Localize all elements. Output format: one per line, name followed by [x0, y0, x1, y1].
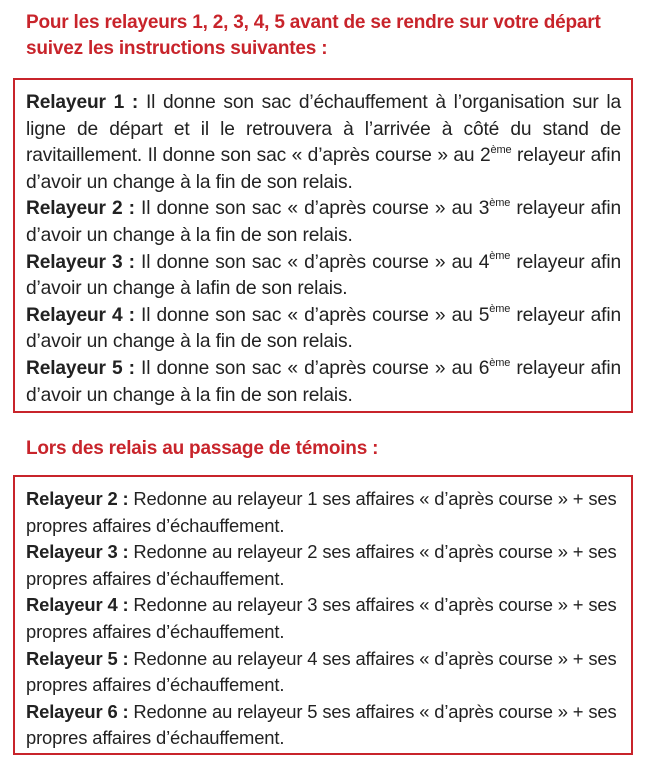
- relay-pass-relayeur-2: [26, 486, 621, 539]
- instruction-relayeur-3: [26, 250, 621, 303]
- instructions-box-before-start: [13, 78, 633, 413]
- entry-text: Il donne son sac « d’après course » au 4: [134, 251, 490, 273]
- entry-text: Redonne au relayeur 4 ses affaires « d’après course » + ses propres affaires d’échauffement.: [26, 647, 617, 696]
- relay-pass-relayeur-6: [26, 699, 621, 752]
- entry-label: Relayeur 3 :: [26, 251, 135, 273]
- section-1-heading: Pour les relayeurs 1, 2, 3, 4, 5 avant de se rendre sur votre départ suivez les instructions suivantes :: [26, 12, 601, 59]
- ordinal-suffix: ème: [489, 356, 511, 369]
- entry-text: Il donne son sac « d’après course » au 3: [134, 198, 490, 220]
- ordinal-suffix: ème: [489, 250, 511, 263]
- entry-label: Relayeur 4 :: [26, 594, 129, 616]
- instruction-relayeur-5: [26, 356, 621, 409]
- section-2-heading: Lors des relais au passage de témoins :: [26, 438, 379, 459]
- entry-text: Il donne son sac d’échauffement à l’organisation sur la ligne de départ et il le retrouvera à l’arrivée à côté du stand de ravitaillement. Il donne son sac « d’après course » au 2: [26, 92, 621, 167]
- entry-label: Relayeur 5 :: [26, 357, 135, 379]
- entry-label: Relayeur 2 :: [26, 198, 135, 220]
- entry-label: Relayeur 4 :: [26, 304, 135, 326]
- entry-label: Relayeur 2 :: [26, 488, 129, 509]
- entry-text: Il donne son sac « d’après course » au 6: [134, 357, 490, 379]
- ordinal-suffix: ème: [490, 143, 512, 156]
- relay-pass-relayeur-3: [26, 539, 621, 592]
- relay-pass-relayeur-5: [26, 646, 621, 699]
- instruction-relayeur-2: [26, 196, 621, 249]
- instruction-relayeur-4: [26, 303, 621, 356]
- entry-text: relayeur afin d’avoir un change à la fin de son relais.: [26, 198, 621, 246]
- entry-text: Redonne au relayeur 1 ses affaires « d’après course » + ses propres affaires d’échauffement.: [26, 488, 617, 536]
- entry-text: relayeur afin d’avoir un change à lafin de son relais.: [26, 251, 621, 300]
- instruction-relayeur-1: [26, 90, 621, 196]
- entry-label: Relayeur 5 :: [26, 647, 129, 669]
- instructions-box-baton-pass: [13, 475, 633, 755]
- ordinal-suffix: ème: [489, 196, 511, 209]
- entry-text: relayeur afin d’avoir un change à la fin de son relais.: [26, 304, 621, 353]
- entry-text: Redonne au relayeur 2 ses affaires « d’après course » + ses propres affaires d’échauffement.: [26, 541, 617, 589]
- entry-label: Relayeur 1 :: [26, 92, 139, 113]
- entry-text: Redonne au relayeur 5 ses affaires « d’après course » + ses propres affaires d’échauffement.: [26, 700, 617, 749]
- entry-text: Il donne son sac « d’après course » au 5: [134, 304, 490, 326]
- entry-text: Redonne au relayeur 3 ses affaires « d’après course » + ses propres affaires d’échauffement.: [26, 594, 617, 642]
- relay-pass-relayeur-4: [26, 592, 621, 645]
- entry-text: relayeur afin d’avoir un change à la fin de son relais.: [26, 145, 621, 193]
- entry-label: Relayeur 3 :: [26, 541, 129, 563]
- entry-label: Relayeur 6 :: [26, 700, 129, 722]
- ordinal-suffix: ème: [489, 303, 511, 316]
- entry-text: relayeur afin d’avoir un change à la fin de son relais.: [26, 357, 621, 406]
